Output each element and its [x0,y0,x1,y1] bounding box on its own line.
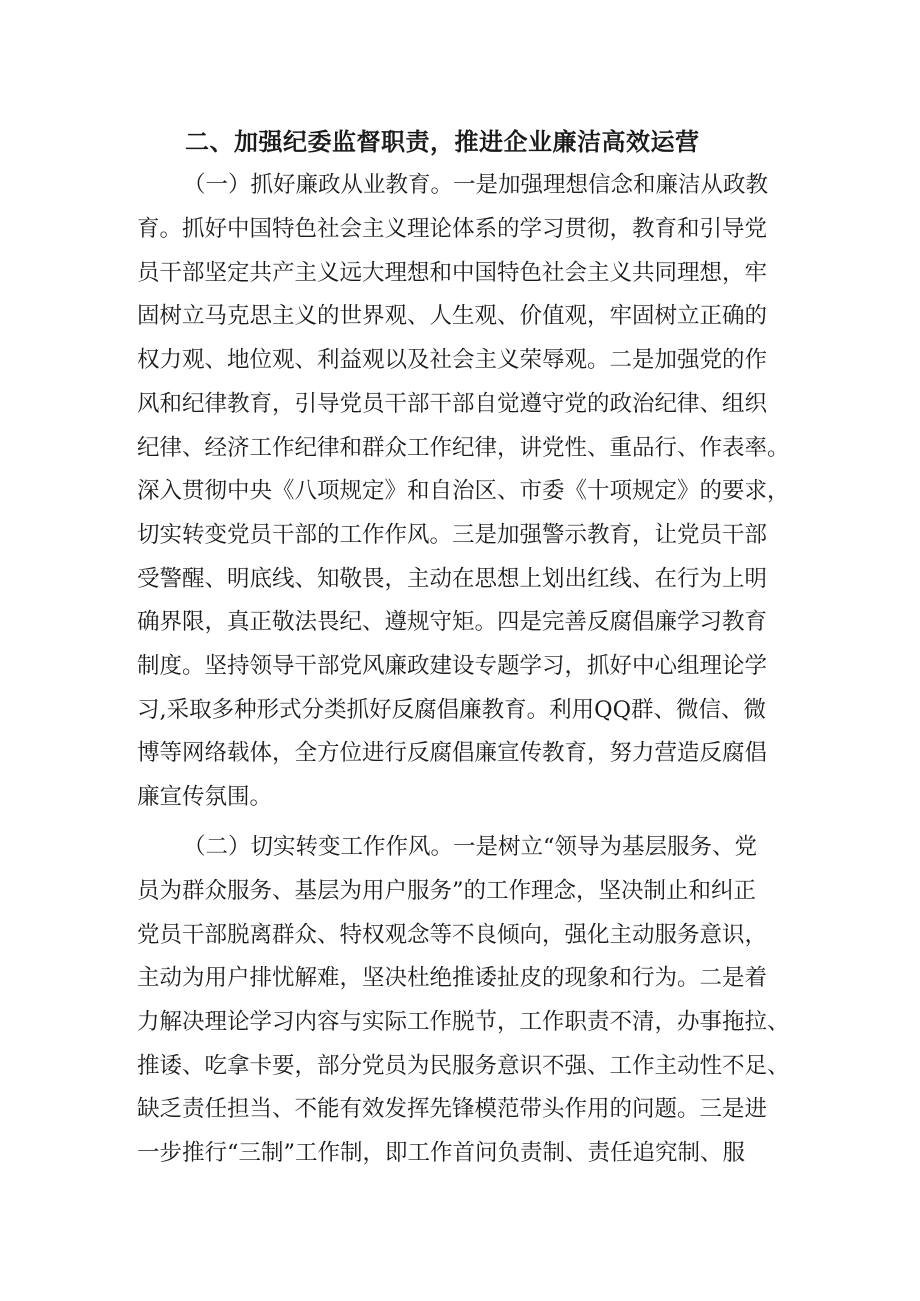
paragraph-1-line-15: 廉宣传氛围。 [137,784,273,810]
paragraph-1-line-10: 受警醒、明底线、知敬畏，主动在思想上划出红线、在行为上明 [137,566,768,592]
paragraph-1-line-3: 员干部坚定共产主义远大理想和中国特色社会主义共同理想，牢 [137,260,768,286]
paragraph-2-line-3: 党员干部脱离群众、特权观念等不良倾向，强化主动服务意识， [137,922,768,948]
paragraph-1-line-9: 切实转变党员干部的工作作风。三是加强警示教育，让党员干部 [137,522,768,548]
paragraph-2-line-5: 力解决理论学习内容与实际工作脱节，工作职责不清，办事拖拉、 [137,1009,790,1035]
paragraph-1-line-13: 习,采取多种形式分类抓好反腐倡廉教育。利用QQ群、微信、微 [137,697,767,723]
paragraph-2-line-2: 员为群众服务、基层为用户服务”的工作理念，坚决制止和纠正 [137,878,757,904]
paragraph-1-line-6: 风和纪律教育，引导党员干部干部自觉遵守党的政治纪律、组织 [137,391,768,417]
paragraph-2-line-1: （二）切实转变工作作风。一是树立“领导为基层服务、党 [183,834,758,860]
paragraph-2-line-6: 推诿、吃拿卡要，部分党员为民服务意识不强、工作主动性不足、 [137,1053,790,1079]
paragraph-1-line-4: 固树立马克思主义的世界观、人生观、价值观，牢固树立正确的 [137,303,768,329]
paragraph-1-line-12: 制度。坚持领导干部党风廉政建设专题学习，抓好中心组理论学 [137,653,768,679]
paragraph-1-line-7: 纪律、经济工作纪律和群众工作纪律，讲党性、重品行、作表率。 [137,435,790,461]
paragraph-1-line-1: （一）抓好廉政从业教育。一是加强理想信念和廉洁从政教 [183,172,769,198]
paragraph-1-line-2: 育。抓好中国特色社会主义理论体系的学习贯彻，教育和引导党 [137,216,768,242]
paragraph-1-line-14: 博等网络载体，全方位进行反腐倡廉宣传教育，努力营造反腐倡 [137,740,768,766]
paragraph-1-line-5: 权力观、地位观、利益观以及社会主义荣辱观。二是加强党的作 [137,347,768,373]
paragraph-2-line-8: 一步推行“三制”工作制，即工作首问负责制、责任追究制、服 [137,1140,746,1166]
section-heading: 二、加强纪委监督职责，推进企业廉洁高效运营 [185,128,700,156]
paragraph-1-line-11: 确界限，真正敬法畏纪、遵规守矩。四是完善反腐倡廉学习教育 [137,609,768,635]
paragraph-1-line-8: 深入贯彻中央《八项规定》和自治区、市委《十项规定》的要求， [137,478,790,504]
paragraph-2-line-4: 主动为用户排忧解难，坚决杜绝推诿扯皮的现象和行为。二是着 [137,965,768,991]
paragraph-2-line-7: 缺乏责任担当、不能有效发挥先锋模范带头作用的问题。三是进 [137,1096,768,1122]
